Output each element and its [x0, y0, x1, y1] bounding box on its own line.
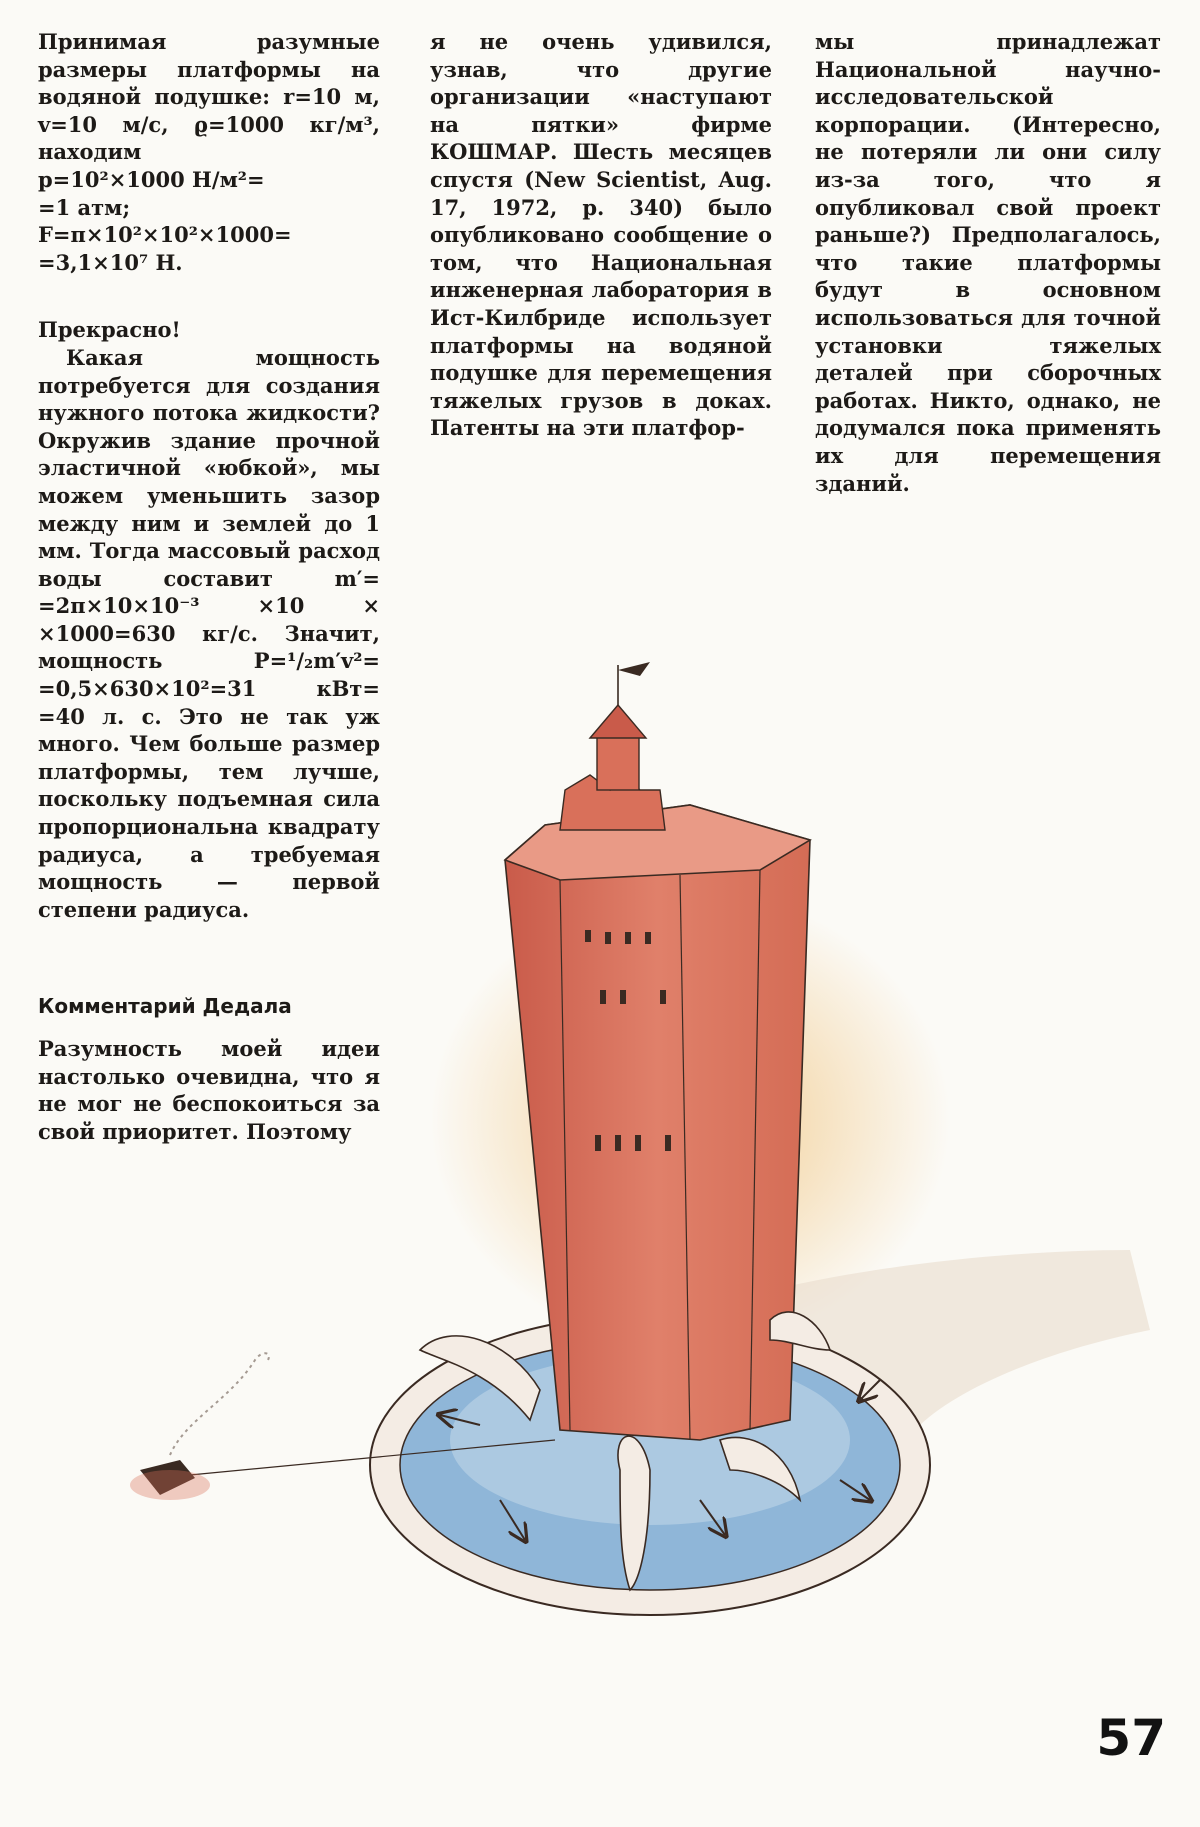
power-paragraph: Какая мощность потребуется для создания нужного потока жидкости? Окружив здание прочной эластичной «юбкой», мы можем уменьшить зазор между ним и землей до 1 мм. Тогда массовый расход воды составит m′= =2π×10×10⁻³ ×10 × ×1000=630 кг/с. Значит, мощность P=¹/₂m′v²= =0,5×630×10²=31 кВт= =40 л. с. Это не так уж много. Чем больше размер платформы, тем лучше, поскольку подъемная сила пропорциональна квадрату радиуса, а требуемая мощность — первой степени радиуса.	[38, 344, 380, 922]
equation-force: F=π×10²×10²×1000=	[38, 222, 292, 248]
equation-pressure-result: =1 атм;	[38, 194, 131, 220]
exclamation: Прекрасно!	[38, 317, 181, 343]
tractor-smoke	[170, 1353, 269, 1455]
tower-hovercraft-illustration	[0, 640, 1200, 1640]
page-number: 57	[1096, 1709, 1166, 1767]
turret	[597, 735, 639, 790]
equation-force-result: =3,1×10⁷ Н.	[38, 249, 183, 275]
comment-paragraph: Разумность моей идеи настолько очевидна, что я не мог не беспокоиться за свой приоритет. Поэтому	[38, 1036, 380, 1144]
column-3-text: мы принадлежат Национальной научно-исследовательской корпорации. (Интересно, не потеряли ли они силу из-за того, что я опубликовал свой проект раньше?) Предполагалось, что такие платформы будут в основном использоваться для точной установки тяжелых деталей при сборочных работах. Никто, однако, не додумался пока применять их для перемещения зданий.	[815, 29, 1161, 496]
column-2	[430, 28, 772, 442]
tractor-dust	[130, 1470, 210, 1500]
column-3	[815, 28, 1161, 497]
equation-pressure: p=10²×1000 Н/м²=	[38, 166, 265, 192]
column-2-text: я не очень удивился, узнав, что другие организации «наступают на пятки» фирме КОШМАР. Шесть месяцев спустя (New Scientist, Aug. 17, 1972, p. 340) было опубликовано сообщение о том, что Национальная инженерная лаборатория в Ист-Килбриде использует платформы на водяной подушке для перемещения тяжелых грузов в доках. Патенты на эти платфор-	[430, 29, 772, 441]
intro-paragraph: Принимая разумные размеры платформы на водяной подушке: r=10 м, v=10 м/с, ϱ=1000 кг/м³, находим	[38, 29, 380, 165]
section-heading: Комментарий Дедала	[38, 994, 292, 1019]
